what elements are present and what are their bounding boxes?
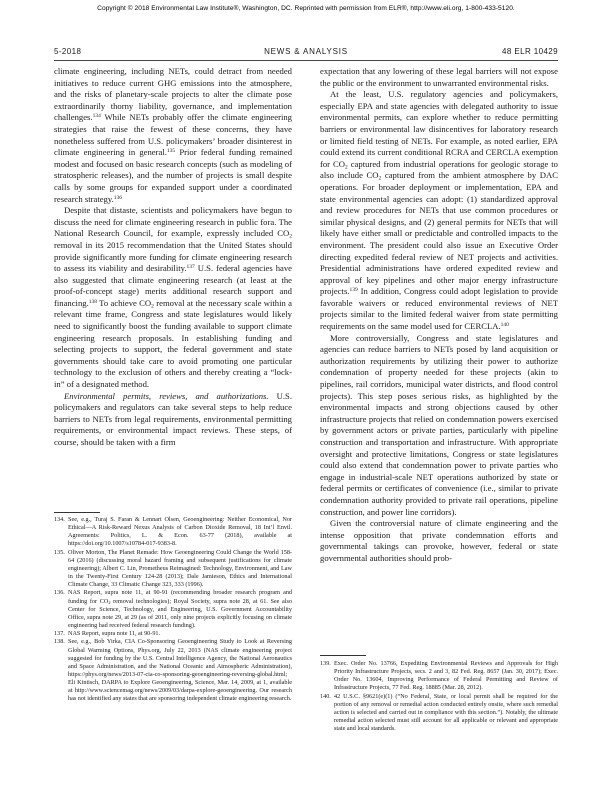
paragraph: At the least, U.S. regulatory agencies and policymakers, especially EPA and state agencies with delegated authority to issue environmental permits, can explore whether to reduce permitting barriers or environmental law disincentives for laboratory research or limited field testing of NETs. For example, as noted earlier, EPA could extend its current conditional RCRA and CERCLA exemption for $CO_2$ captured from industrial operations for geologic storage to also include $CO_2$ captured from the ambient atmosphere by DAC operations. For broader deployment or implementation, EPA and state environmental agencies can adopt: (1) standardized approval and review procedures for NETs that use common procedures or similar physical designs, and (2) general permits for NETs that will likely have either small or predictable and controlled impacts to the environment. The president could also issue an Executive Order directing expedited federal review of NET projects and activities. Presidential administrations have ordered expedited review and approval of key pipelines and other major energy infrastructure projects.$^{139}$ In addition, Congress could adopt legislation to provide favorable waivers or reduced environmental reviews of NET projects similar to the limited federal waiver from state permitting requirements on the same model used for CERCLA.$^{140}$ — [320, 89, 558, 332]
issue-date: 5-2018 — [54, 47, 82, 56]
paragraph: Environmental permits, reviews, and authorizations. U.S. policymakers and regulators can take several steps to help reduce barriers to NETs from legal requirements, environmental permitting requirements, or environmental impact reviews. These steps, of course, should be taken with a firm — [54, 390, 292, 447]
footnote-ref[interactable]: 139 — [349, 287, 358, 294]
footnote: 139. Exec. Order No. 13766, Expediting Environmental Reviews and Approvals for High Priority Infrastructure Projects, secs. 2 and 3, 82 Fed. Reg. 8657 (Jan. 30, 2017); Exec. Order No. 13604, Improving Performance of Federal Permitting and Review of Infrastructure Projects, 77 Fed. Reg. 18885 (Mar. 28, 2012). — [320, 660, 558, 692]
footnote-ref[interactable]: 140 — [500, 322, 509, 329]
footnote-ref[interactable]: 138 — [88, 298, 97, 305]
run-in-heading: Environmental permits, reviews, and authorizations. — [64, 390, 269, 401]
footnote-divider — [54, 512, 100, 513]
footnote-ref[interactable]: 136 — [113, 194, 123, 201]
paragraph: expectation that any lowering of these legal barriers will not expose the public or the environment to unwarranted environmental risks. — [320, 66, 558, 88]
copyright-notice: Copyright © 2018 Environmental Law Institute®, Washington, DC. Reprinted with permission from ELR®, http://www.eli.org, 1-800-433-5120. — [97, 5, 515, 12]
footnote: 134. See, e.g., Turaj S. Faran & Lennart Olsen, Geoengineering: Neither Economical, Nor Ethical—A Risk-Reward Nexus Analysis of Carbon Dioxide Removal, 18 Int’l Envtl. Agreements: Politics, L. & Econ. 63-77 (2018), available at https://doi.org/10.1007/s10784-017-9383-8. — [54, 516, 292, 548]
footnote-ref[interactable]: 135 — [166, 148, 176, 155]
right-column — [320, 66, 558, 565]
paragraph: More controversially, Congress and state legislatures and agencies can reduce barriers to NETs posed by land acquisition or authorization requirements by utilizing their power to authorize condemnation of property needed for these projects (akin to pipelines, rail corridors, municipal water districts, and flood control projects). This step poses serious risks, as highlighted by the environmental impacts and strong objections caused by other infrastructure projects that relied on condemnation powers exercised by government actors or private parties, particularly with pipeline construction and transportation and infrastructure. With appropriate oversight and protective limitations, Congress or state legislatures could also extend that condemnation power to private parties who engage in industrial-scale NET operations authorized by state or federal permits or certificates of convenience (i.e., similar to private condemnation authority provided to private rail operations, pipeline construction, and power line corridors). — [320, 332, 558, 517]
footnotes-right — [320, 660, 558, 733]
page-citation: 48 ELR 10429 — [502, 47, 558, 56]
header-divider — [54, 60, 558, 61]
footnote-divider — [320, 655, 366, 656]
paragraph: climate engineering, including NETs, could detract from needed initiatives to reduce current GHG emissions into the atmosphere, and the risks of planetary-scale projects to alter the climate pose extraordinarily thorny liability, governance, and implementation challenges.$^{134}$ While NETs probably offer the climate engineering strategies that raise the fewest of these concerns, they have nonetheless suffered from U.S. policymakers’ broader disinterest in climate engineering in general.$^{135}$ Prior federal funding remained modest and focused on basic research concepts (such as modeling of stratospheric releases), and the number of projects is small despite calls by some groups for expanded support under a coordinated research strategy.$^{136}$ — [54, 66, 293, 204]
copyright-bar — [0, 0, 612, 18]
footnote: 137. NAS Report, supra note 11, at 90-91. — [54, 630, 161, 638]
footnote: 135. Oliver Morton, The Planet Remade: How Geoengineering Could Change the World 158-64 (2016) (discussing moral hazard framing and subsequent justifications for climate engineering); Albert C. Lin, Prometheus Reimagined: Technology, Environment, and Law in the Twenty-First Century 124-28 (2013); Dale Jamieson, Ethics and International Climate Change, 33 Climatic Change 323, 333 (1996). — [54, 548, 292, 589]
paragraph: Despite that distaste, scientists and policymakers have begun to discuss the need for climate engineering research in public fora. The National Research Council, for example, expressly included $CO_2$ removal in its 2015 recommendation that the United States should provide significantly more funding for climate engineering research to assess its viability and desirability.$^{137}$ U.S. federal agencies have also suggested that climate engineering research (at least at the proof-of-concept stage) merits additional research support and financing.$^{138}$ To achieve $CO_2$ removal at the necessary scale within a relevant time frame, Congress and state legislatures would likely need to significantly boost the funding available to support climate engineering research proposals. In establishing funding and selecting projects to support, the federal government and state governments should take care to avoid promoting one particular technology to the exclusion of others and thereby creating a “lock-in” of a designated method. — [54, 205, 293, 390]
footnote-ref[interactable]: 134 — [92, 113, 101, 120]
section-title: NEWS & ANALYSIS — [264, 47, 348, 56]
footnote: 136. NAS Report, supra note 11, at 90-91 (recommending broader research program and funding for $CO_2$ removal technologies); Royal Society, supra note 28, at 61. See also Center for Science, Technology, and Engineering, U.S. Government Accountability Office, supra note 29, at 29 (as of 2011, only nine projects explicitly focusing on climate engineering had received federal research funding). — [54, 589, 293, 630]
paragraph: Given the controversial nature of climate engineering and the intense opposition that private condemnation efforts and governmental takings can provoke, however, federal or state governmental authorities should prob- — [320, 518, 558, 563]
footnote: 140. 42 U.S.C. §9621(e)(1) (“No Federal, State, or local permit shall be required for the portion of any removal or remedial action conducted entirely onsite, where such remedial action is selected and carried out in compliance with this section.”). Notably, the ultimate remedial action selected must still account for all applicable or relevant and appropriate state and local standards. — [320, 692, 558, 733]
footnote-ref[interactable]: 137 — [186, 264, 195, 271]
footnotes-left — [54, 516, 292, 704]
left-column — [54, 66, 292, 449]
footnote: 138. See, e.g., Bob Yirka, CIA Co-Sponsoring Geoengineering Study to Look at Reversing Global Warming Options, Phys.org, July 22, 2013 (NAS climate engineering project suggested for funding by the U.S. Central Intelligence Agency, the National Aeronautics and Space Administration, and the National Oceanic and Atmospheric Administration), https://phys.org/news/2013-07-cia-co-sponsoring-geoengineering-reversing-global.html; Eli Kintisch, DARPA to Explore Geoengineering, Science, Mar. 14, 2009, at 1, available at http://www.sciencemag.org/news/2009/03/darpa-explore-geoengineering. Our research has not identified any states that are sponsoring independent climate engineering research. — [54, 638, 292, 703]
